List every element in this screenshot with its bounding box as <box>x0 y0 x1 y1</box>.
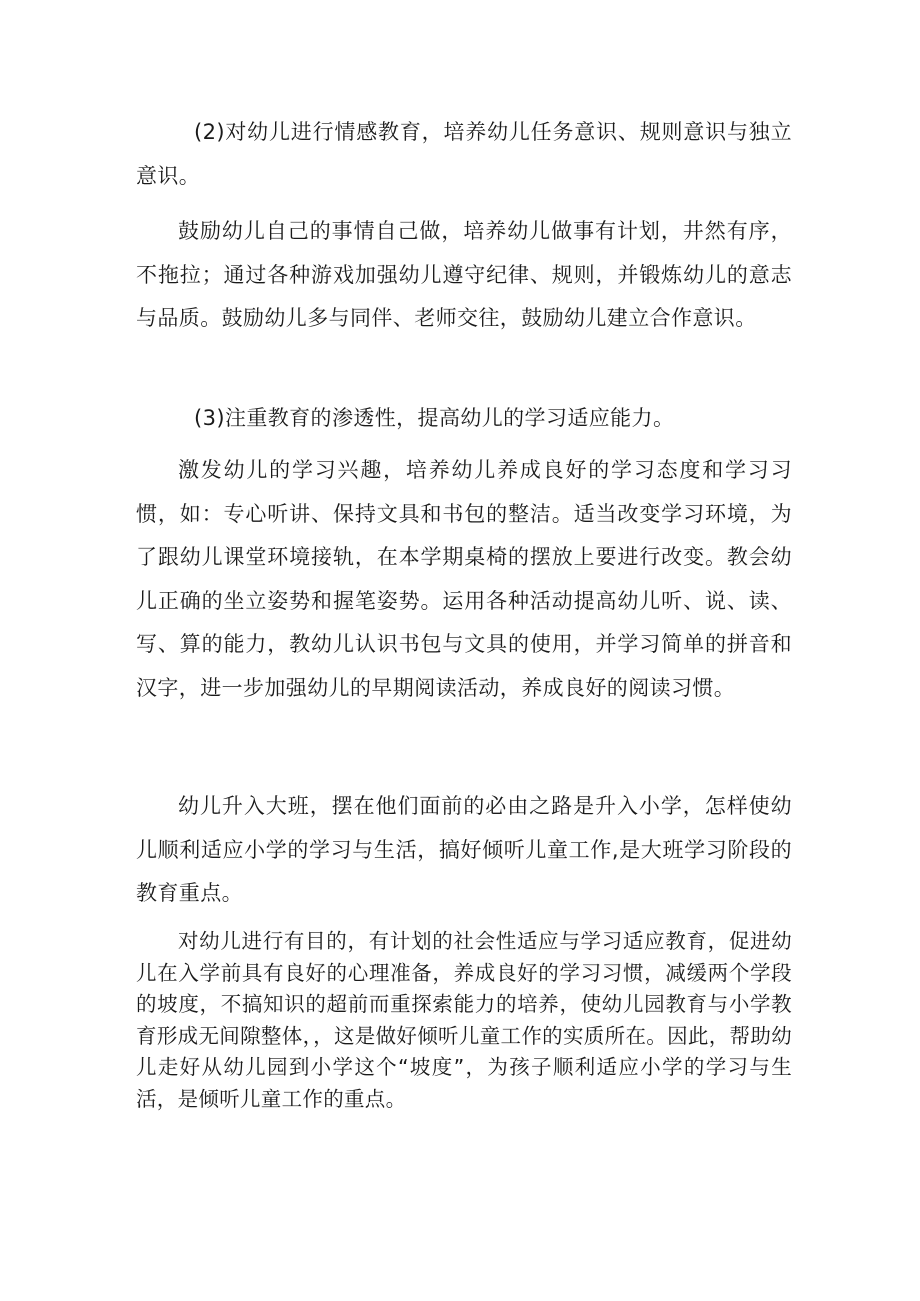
section-heading-3: (3)注重教育的渗透性，提高幼儿的学习适应能力。 <box>194 406 675 430</box>
body-paragraph: 对幼儿进行有目的，有计划的社会性适应与学习适应教育，促进幼儿在入学前具有良好的心理准备，养成良好的学习习惯，减缓两个学段的坡度，不搞知识的超前而重探索能力的培养，使幼儿园教育与小学教育形成无间隙整体，，这是做好倾听儿童工作的实质所在。因此，帮助幼儿走好从幼儿园到小学这个“坡度”，为孩子顺利适应小学的学习与生活，是倾听儿童工作的重点。 <box>136 929 792 1111</box>
section-heading-2: (2)对幼儿进行情感教育，培养幼儿任务意识、规则意识与独立意识。 <box>136 120 792 188</box>
body-paragraph: 鼓励幼儿自己的事情自己做，培养幼儿做事有计划，井然有序，不拖拉；通过各种游戏加强幼儿遵守纪律、规则，并锻炼幼儿的意志与品质。鼓励幼儿多与同伴、老师交往，鼓励幼儿建立合作意识。 <box>136 219 792 331</box>
body-paragraph: 幼儿升入大班，摆在他们面前的必由之路是升入小学，怎样使幼儿顺利适应小学的学习与生活，搞好倾听儿童工作,是大班学习阶段的教育重点。 <box>136 794 792 906</box>
body-paragraph: 激发幼儿的学习兴趣，培养幼儿养成良好的学习态度和学习习惯，如：专心听讲、保持文具和书包的整洁。适当改变学习环境，为了跟幼儿课堂环境接轨，在本学期桌椅的摆放上要进行改变。教会幼儿正确的坐立姿势和握笔姿势。运用各种活动提高幼儿听、说、读、写、算的能力，教幼儿认识书包与文具的使用，并学习简单的拼音和汉字，进一步加强幼儿的早期阅读活动，养成良好的阅读习惯。 <box>136 458 792 700</box>
